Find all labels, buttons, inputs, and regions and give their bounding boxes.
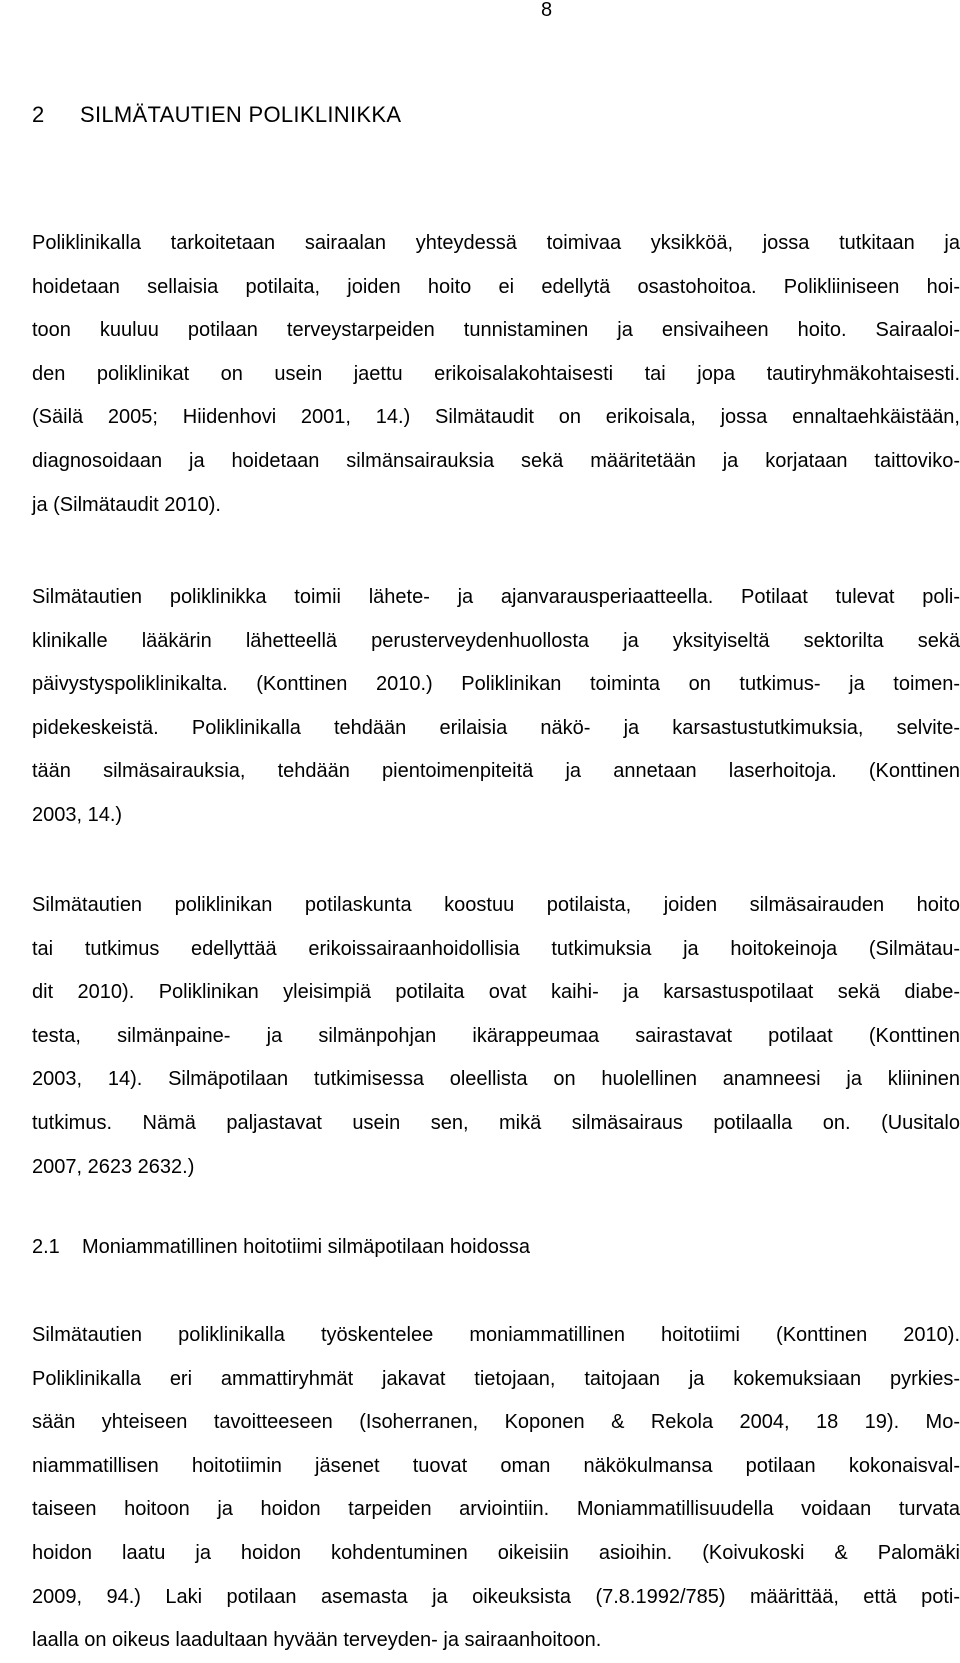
paragraph-line: dit 2010). Poliklinikan yleisimpiä potilaita ovat kaihi- ja karsastuspotilaat sekä diabe-	[32, 981, 960, 1004]
paragraph-line: Silmätautien poliklinikalla työskentelee moniammatillinen hoitotiimi (Konttinen 2010).	[32, 1324, 960, 1346]
paragraph-4	[32, 1314, 960, 1663]
section-number: 2	[32, 102, 45, 127]
subsection-number: 2.1	[32, 1236, 60, 1258]
paragraph-line: hoidon laatu ja hoidon kohdentuminen oikeisiin asioihin. (Koivukoski & Palomäki	[32, 1541, 960, 1564]
paragraph-line: 2003, 14). Silmäpotilaan tutkimisessa oleellista on huolellinen anamneesi ja kliininen	[32, 1068, 960, 1091]
paragraph-line: niammatillisen hoitotiimin jäsenet tuovat oman näkökulmansa potilaan kokonaisval-	[32, 1454, 960, 1477]
paragraph-line: (Säilä 2005; Hiidenhovi 2001, 14.) Silmätaudit on erikoisala, jossa ennaltaehkäistään,	[32, 406, 960, 429]
paragraph-line: 2009, 94.) Laki potilaan asemasta ja oikeuksista (7.8.1992/785) määrittää, että poti-	[32, 1585, 960, 1608]
paragraph-line: toon kuuluu potilaan terveystarpeiden tunnistaminen ja ensivaiheen hoito. Sairaaloi-	[32, 319, 960, 342]
paragraph-line: Poliklinikalla tarkoitetaan sairaalan yhteydessä toimivaa yksikköä, jossa tutkitaan ja	[32, 232, 960, 254]
subsection-title: Moniammatillinen hoitotiimi silmäpotilaan hoidossa	[82, 1236, 530, 1258]
paragraph-line: tutkimus. Nämä paljastavat usein sen, mikä silmäsairaus potilaalla on. (Uusitalo	[32, 1111, 960, 1134]
page-number: 8	[541, 0, 553, 21]
paragraph-2	[32, 576, 960, 838]
subsection-heading	[32, 1233, 530, 1261]
paragraph-line: testa, silmänpaine- ja silmänpohjan ikärappeumaa sairastavat potilaat (Konttinen	[32, 1024, 960, 1047]
paragraph-line: hoidetaan sellaisia potilaita, joiden hoito ei edellytä osastohoitoa. Polikliiniseen hoi-	[32, 275, 960, 298]
paragraph-line: ja (Silmätaudit 2010).	[32, 493, 221, 516]
paragraph-line: taiseen hoitoon ja hoidon tarpeiden arviointiin. Moniammatillisuudella voidaan turvata	[32, 1498, 960, 1521]
paragraph-line: päivystyspoliklinikalta. (Konttinen 2010.) Poliklinikan toiminta on tutkimus- ja toimen-	[32, 673, 960, 696]
section-title: SILMÄTAUTIEN POLIKLINIKKA	[80, 102, 402, 127]
paragraph-line: tai tutkimus edellyttää erikoissairaanhoidollisia tutkimuksia ja hoitokeinoja (Silmätau-	[32, 937, 960, 960]
paragraph-line: Poliklinikalla eri ammattiryhmät jakavat tietojaan, taitojaan ja kokemuksiaan pyrkies-	[32, 1367, 960, 1390]
paragraph-line: 2003, 14.)	[32, 803, 123, 826]
paragraph-line: diagnosoidaan ja hoidetaan silmänsairauksia sekä määritetään ja korjataan taittoviko-	[32, 449, 960, 472]
paragraph-line: laalla on oikeus laadultaan hyvään terveyden- ja sairaanhoitoon.	[32, 1629, 602, 1652]
paragraph-1	[32, 222, 960, 527]
paragraph-line: 2007, 2623 2632.)	[32, 1155, 195, 1178]
paragraph-line: Silmätautien poliklinikan potilaskunta koostuu potilaista, joiden silmäsairauden hoito	[32, 894, 960, 916]
paragraph-line: tään silmäsairauksia, tehdään pientoimenpiteitä ja annetaan laserhoitoja. (Konttinen	[32, 760, 960, 783]
paragraph-line: Silmätautien poliklinikka toimii lähete- ja ajanvarausperiaatteella. Potilaat tulevat poli-	[32, 586, 960, 608]
paragraph-line: sään yhteiseen tavoitteeseen (Isoherranen, Koponen & Rekola 2004, 18 19). Mo-	[32, 1411, 960, 1434]
paragraph-line: pidekeskeistä. Poliklinikalla tehdään erilaisia näkö- ja karsastustutkimuksia, selvite-	[32, 716, 960, 739]
paragraph-3	[32, 884, 960, 1189]
section-heading	[32, 100, 401, 130]
paragraph-line: den poliklinikat on usein jaettu erikoisalakohtaisesti tai jopa tautiryhmäkohtaisesti.	[32, 362, 960, 385]
paragraph-line: klinikalle lääkärin lähetteellä perusterveydenhuollosta ja yksityiseltä sektorilta sekä	[32, 629, 960, 652]
